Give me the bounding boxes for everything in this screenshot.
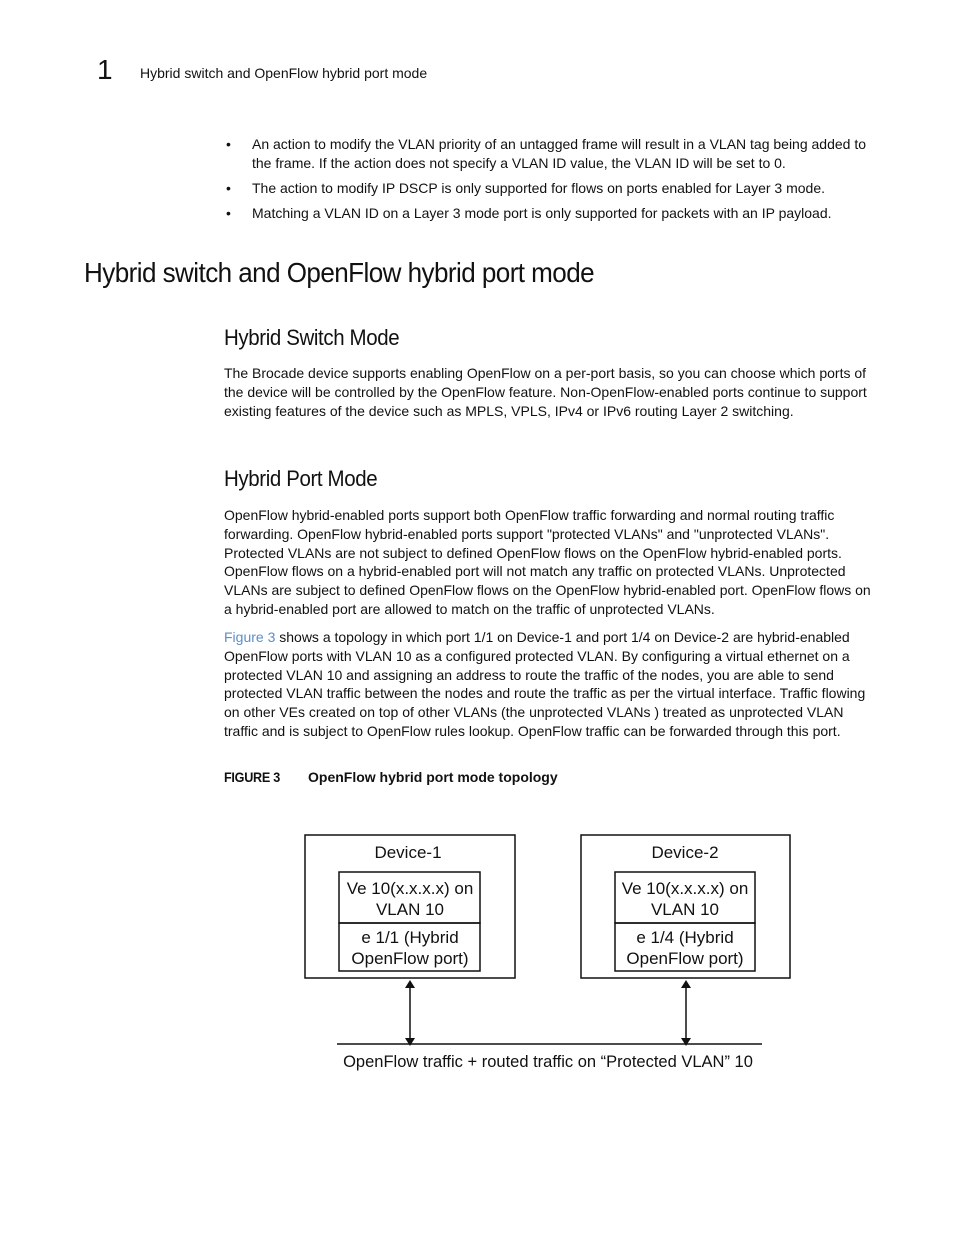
hybrid-switch-paragraph: The Brocade device supports enabling OpenFlow on a per-port basis, so you can choose which ports of the device will be controlled by the OpenFlow feature. Non-OpenFlow-enabled ports continue to support existing features of the device such as MPLS, VPLS, IPv4 or IPv6 routing Layer 2 switching. [224, 365, 867, 419]
device-2-port-line-2: OpenFlow port) [626, 949, 744, 968]
list-item [224, 179, 874, 198]
restriction-list [224, 135, 874, 229]
list-item [224, 135, 874, 173]
device-2-ve-line-2: VLAN 10 [650, 900, 720, 919]
device-1-ve-line-2: VLAN 10 [375, 900, 445, 919]
figure-3-link[interactable]: Figure 3 [224, 629, 276, 645]
section-title: Hybrid switch and OpenFlow hybrid port mode [84, 257, 595, 288]
hybrid-port-paragraph-2 [224, 628, 874, 741]
hybrid-switch-heading: Hybrid Switch Mode [224, 325, 400, 350]
device-2-ve-line-1: Ve 10(x.x.x.x) on [621, 879, 749, 898]
network-bus-label: OpenFlow traffic + routed traffic on “Protected VLAN” 10 [343, 1053, 753, 1071]
device-1-name: Device-1 [374, 843, 442, 862]
list-item-text: The action to modify IP DSCP is only supported for flows on ports enabled for Layer 3 mode. [252, 180, 826, 196]
list-item-text: An action to modify the VLAN priority of an untagged frame will result in a VLAN tag being added to the frame. If the action does not specify a VLAN ID value, the VLAN ID will be set to 0. [252, 136, 867, 171]
bullet-icon: • [226, 205, 231, 221]
device-2-port-line-1: e 1/4 (Hybrid [636, 928, 734, 947]
running-header: Hybrid switch and OpenFlow hybrid port mode [140, 65, 428, 81]
hybrid-port-heading: Hybrid Port Mode [224, 466, 378, 491]
bullet-icon: • [226, 136, 231, 152]
bullet-icon: • [226, 180, 231, 196]
chapter-number: 1 [97, 54, 113, 85]
topology-diagram [300, 828, 800, 1078]
hybrid-port-paragraph-1: OpenFlow hybrid-enabled ports support both OpenFlow traffic forwarding and normal routing traffic forwarding. OpenFlow hybrid-enabled ports support "protected VLANs" and "unprotected VLANs". Protected VLANs are not subject to defined OpenFlow flows on the OpenFlow hybrid-enabled ports. OpenFlow flows on a hybrid-enabled port will not match any traffic on protected VLANs. Unprotected VLANs are subject to defined OpenFlow flows on the OpenFlow hybrid-enabled port. OpenFlow flows on a hybrid-enabled port are allowed to match on the traffic of unprotected VLANs. [224, 507, 871, 617]
figure-caption [224, 768, 558, 786]
list-item [224, 204, 874, 223]
device-1-port-line-2: OpenFlow port) [351, 949, 469, 968]
paragraph-text: shows a topology in which port 1/1 on Device-1 and port 1/4 on Device-2 are hybrid-enabled OpenFlow ports with VLAN 10 as a configured protected VLAN. By configuring a virtual ethernet on a protected VLAN 10 and assigning an address to route the traffic of the nodes, you are able to send protected VLAN traffic between the nodes and route the traffic as per the virtual interface. Traffic flowing on other VEs created on top of other VLANs (the unprotected VLANs ) treated as unprotected VLAN traffic and is subject to OpenFlow rules lookup. OpenFlow traffic can be forwarded through this port. [224, 629, 866, 739]
list-item-text: Matching a VLAN ID on a Layer 3 mode port is only supported for packets with an IP payload. [252, 205, 832, 221]
figure-label: FIGURE 3 [224, 769, 280, 785]
device-1-ve-line-1: Ve 10(x.x.x.x) on [346, 879, 474, 898]
device-2-name: Device-2 [651, 843, 719, 862]
figure-title: OpenFlow hybrid port mode topology [308, 769, 558, 785]
device-1-port-line-1: e 1/1 (Hybrid [361, 928, 459, 947]
